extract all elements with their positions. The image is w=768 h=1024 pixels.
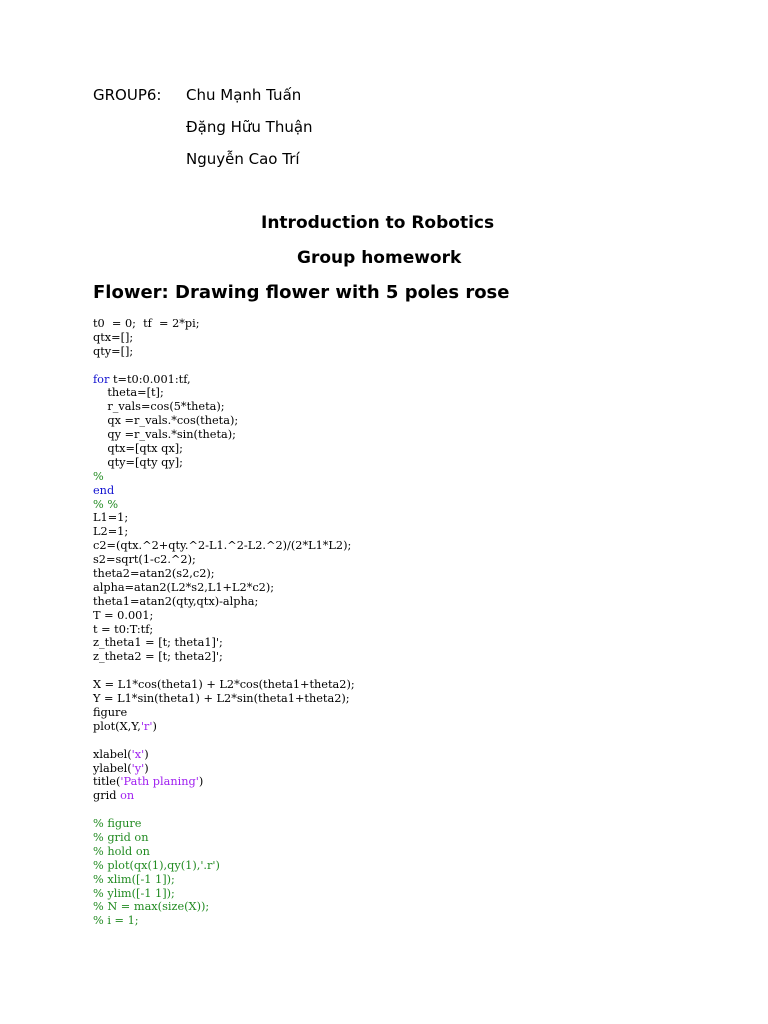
code-string: 'r' — [140, 719, 153, 733]
code-keyword: end — [93, 483, 115, 497]
code-text: Y = L1*sin(theta1) + L2*sin(theta1+theta2); — [93, 692, 350, 706]
code-comment: % % — [93, 497, 119, 511]
code-line — [93, 470, 355, 484]
code-line — [93, 345, 355, 359]
code-line — [93, 414, 355, 428]
code-line — [93, 636, 355, 650]
code-line — [93, 650, 355, 664]
code-text: theta1=atan2(qty,qtx)-alpha; — [93, 594, 259, 608]
code-text: alpha=atan2(L2*s2,L1+L2*c2); — [93, 580, 275, 594]
code-line — [93, 706, 355, 720]
code-comment: % figure — [93, 817, 142, 831]
code-text: s2=sqrt(1-c2.^2); — [93, 553, 196, 567]
code-listing — [93, 317, 355, 928]
code-line — [93, 803, 355, 817]
code-text: L2=1; — [93, 525, 129, 539]
code-line — [93, 734, 355, 748]
code-line — [93, 567, 355, 581]
group-members-block — [93, 86, 313, 182]
code-line — [93, 678, 355, 692]
group-line-2 — [93, 118, 313, 150]
code-line — [93, 484, 355, 498]
code-text: theta=[t]; — [93, 386, 164, 400]
code-line — [93, 456, 355, 470]
code-text: z_theta2 = [t; theta2]'; — [93, 650, 223, 664]
code-line — [93, 428, 355, 442]
code-text: qtx=[]; — [93, 330, 134, 344]
code-line — [93, 373, 355, 387]
code-line — [93, 914, 355, 928]
code-comment: % xlim([-1 1]); — [93, 872, 175, 886]
code-text: theta2=atan2(s2,c2); — [93, 567, 215, 581]
code-line — [93, 498, 355, 512]
code-comment: % N = max(size(X)); — [93, 900, 210, 914]
group-line-3 — [93, 150, 313, 182]
code-line — [93, 331, 355, 345]
code-string: on — [120, 789, 135, 803]
document-title: Introduction to Robotics — [261, 213, 495, 233]
code-text: r_vals=cos(5*theta); — [93, 400, 225, 414]
code-line — [93, 623, 355, 637]
code-line — [93, 775, 355, 789]
code-text: qty=[qty qy]; — [93, 455, 183, 469]
code-line — [93, 831, 355, 845]
code-line — [93, 386, 355, 400]
code-text: qty=[]; — [93, 344, 134, 358]
member-name: Đặng Hữu Thuận — [186, 118, 313, 136]
code-line — [93, 789, 355, 803]
code-keyword: for — [93, 372, 110, 386]
code-line — [93, 900, 355, 914]
section-heading: Flower: Drawing flower with 5 poles rose — [93, 282, 510, 303]
code-text: qy =r_vals.*sin(theta); — [93, 428, 236, 442]
code-comment: % i = 1; — [93, 914, 139, 928]
code-string: 'Path planing' — [120, 775, 199, 789]
member-name: Nguyễn Cao Trí — [186, 150, 300, 168]
code-text: X = L1*cos(theta1) + L2*cos(theta1+theta2); — [93, 678, 355, 692]
code-line — [93, 359, 355, 373]
code-line — [93, 609, 355, 623]
code-text: ylabel( — [93, 761, 132, 775]
code-line — [93, 692, 355, 706]
code-text: qx =r_vals.*cos(theta); — [93, 414, 239, 428]
code-comment: % plot(qx(1),qy(1),'.r') — [93, 858, 220, 872]
code-line — [93, 553, 355, 567]
group-label: GROUP6: — [93, 86, 162, 104]
code-line — [93, 581, 355, 595]
code-line — [93, 511, 355, 525]
code-text: ) — [198, 775, 204, 789]
code-comment: % hold on — [93, 844, 150, 858]
code-string: 'x' — [131, 747, 145, 761]
code-line — [93, 525, 355, 539]
code-line — [93, 845, 355, 859]
code-text: grid — [93, 789, 121, 803]
code-text: t = t0:T:tf; — [93, 622, 154, 636]
code-line — [93, 887, 355, 901]
code-text: z_theta1 = [t; theta1]'; — [93, 636, 223, 650]
group-line-1 — [93, 86, 313, 118]
code-text: ) — [144, 747, 149, 761]
code-string: 'y' — [131, 761, 145, 775]
code-comment: % ylim([-1 1]); — [93, 886, 175, 900]
code-text: ) — [144, 761, 149, 775]
code-comment: % — [93, 469, 104, 483]
code-line — [93, 317, 355, 331]
code-text: t0 = 0; tf = 2*pi; — [93, 317, 200, 330]
document-subtitle: Group homework — [297, 248, 462, 268]
code-text: T = 0.001; — [93, 608, 154, 622]
code-text: c2=(qtx.^2+qty.^2-L1.^2-L2.^2)/(2*L1*L2); — [93, 539, 352, 553]
code-text: figure — [93, 705, 128, 719]
code-text: qtx=[qtx qx]; — [93, 442, 183, 456]
code-line — [93, 873, 355, 887]
code-comment: % grid on — [93, 830, 149, 844]
code-text: L1=1; — [93, 511, 129, 525]
code-line — [93, 595, 355, 609]
code-text: ) — [152, 719, 157, 733]
code-text: title( — [93, 775, 121, 789]
code-line — [93, 720, 355, 734]
code-line — [93, 748, 355, 762]
code-line — [93, 859, 355, 873]
code-text: plot(X,Y, — [93, 719, 141, 733]
code-line — [93, 442, 355, 456]
code-line — [93, 664, 355, 678]
code-text: xlabel( — [93, 747, 132, 761]
code-line — [93, 817, 355, 831]
code-line — [93, 400, 355, 414]
code-text: t=t0:0.001:tf, — [109, 372, 191, 386]
code-line — [93, 539, 355, 553]
member-name: Chu Mạnh Tuấn — [186, 86, 302, 104]
code-line — [93, 762, 355, 776]
